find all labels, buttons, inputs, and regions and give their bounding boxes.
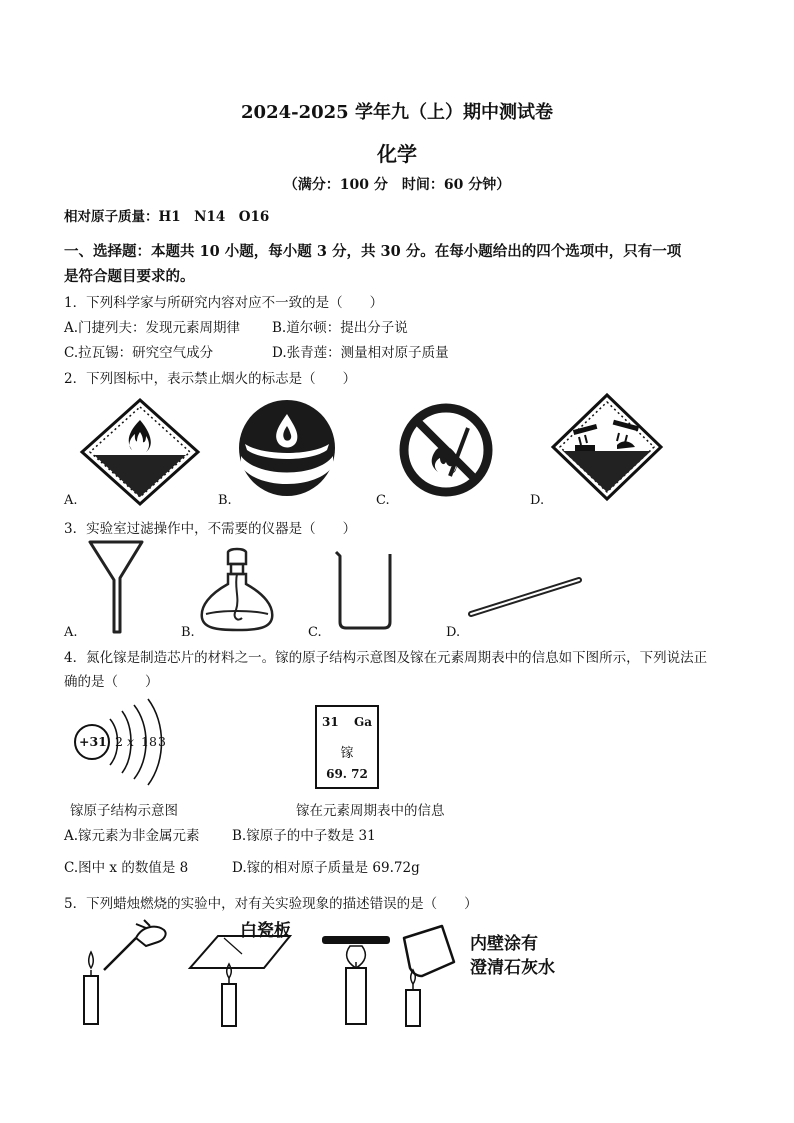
relative-atomic-mass: 相对原子质量：H1 N14 O16 (64, 209, 270, 225)
candle-ignition-illustration (76, 918, 176, 1028)
q1-option-c: C.拉瓦锡：研究空气成分 (64, 345, 214, 361)
shell-4-electrons: 3 (158, 734, 166, 749)
funnel-icon (88, 540, 144, 634)
q3-label-c: C. (308, 625, 322, 640)
limewater-beaker-illustration (398, 924, 458, 1028)
subject-title: 化学 (377, 142, 417, 166)
shell-1-electrons: 2 (115, 734, 123, 749)
beaker-icon (332, 550, 396, 630)
q2-label-d: D. (530, 493, 545, 508)
q3-label-d: D. (446, 625, 461, 640)
no-fire-sign-icon (398, 402, 494, 498)
q5-stem: 5．下列蜡烛燃烧的实验中，对有关实验现象的描述错误的是（ ） (64, 896, 478, 912)
exam-meta: （满分：100 分 时间：60 分钟） (283, 177, 511, 193)
q1-option-d: D.张青莲：测量相对原子质量 (272, 345, 449, 361)
q4-option-b: B.镓原子的中子数是 31 (232, 828, 376, 844)
element-symbol: Ga (353, 715, 372, 729)
caption-periodic-info: 镓在元素周期表中的信息 (296, 803, 445, 819)
beaker-label-line1: 内壁涂有 (470, 934, 538, 954)
q2-stem: 2．下列图标中，表示禁止烟火的标志是（ ） (64, 371, 357, 387)
q2-label-b: B. (218, 493, 232, 508)
q1-stem: 1．下列科学家与所研究内容对应不一致的是（ ） (64, 295, 384, 311)
nucleus-charge: +31 (79, 734, 107, 749)
plate-label: 白瓷板 (240, 921, 291, 941)
q3-label-a: A. (64, 625, 78, 640)
q3-stem: 3．实验室过滤操作中，不需要的仪器是（ ） (64, 521, 357, 537)
shell-2-electrons: x (127, 734, 135, 749)
q4-option-d: D.镓的相对原子质量是 69.72g (232, 860, 420, 876)
q3-label-b: B. (181, 625, 195, 640)
element-name: 镓 (340, 746, 354, 761)
atomic-mass: 69. 72 (326, 767, 368, 781)
exam-title: 2024-2025 学年九（上）期中测试卷 (241, 102, 553, 123)
glass-rod-icon (465, 574, 585, 620)
caption-atomic-structure: 镓原子结构示意图 (70, 803, 178, 819)
q1-option-a: A.门捷列夫：发现元素周期律 (64, 320, 241, 336)
q4-option-a: A.镓元素为非金属元素 (64, 828, 200, 844)
q4-option-c: C.图中 x 的数值是 8 (64, 860, 189, 876)
section-heading-line1: 一、选择题：本题共 10 小题，每小题 3 分，共 30 分。在每小题给出的四个选项中，只有一项 (64, 243, 682, 260)
alcohol-lamp-icon (198, 548, 276, 632)
atomic-number: 31 (322, 715, 339, 729)
shell-3-electrons: 18 (141, 734, 157, 749)
corrosive-sign-icon (551, 393, 663, 501)
porcelain-plate-illustration (188, 928, 298, 1028)
q4-stem-line1: 4．氮化镓是制造芯片的材料之一。镓的原子结构示意图及镓在元素周期表中的信息如下图所示，下列说法正 (64, 650, 708, 666)
rod-over-flame-illustration (320, 920, 394, 1028)
flammable-sign-icon (80, 398, 200, 506)
section-heading-line2: 是符合题目要求的。 (64, 268, 195, 285)
periodic-table-cell (315, 705, 379, 789)
q4-stem-line2: 确的是（ ） (64, 674, 159, 690)
q2-label-a: A. (64, 493, 78, 508)
beaker-label-line2: 澄清石灰水 (470, 958, 555, 978)
water-drop-sign-icon (237, 398, 337, 498)
q2-label-c: C. (376, 493, 390, 508)
q1-option-b: B.道尔顿：提出分子说 (272, 320, 408, 336)
